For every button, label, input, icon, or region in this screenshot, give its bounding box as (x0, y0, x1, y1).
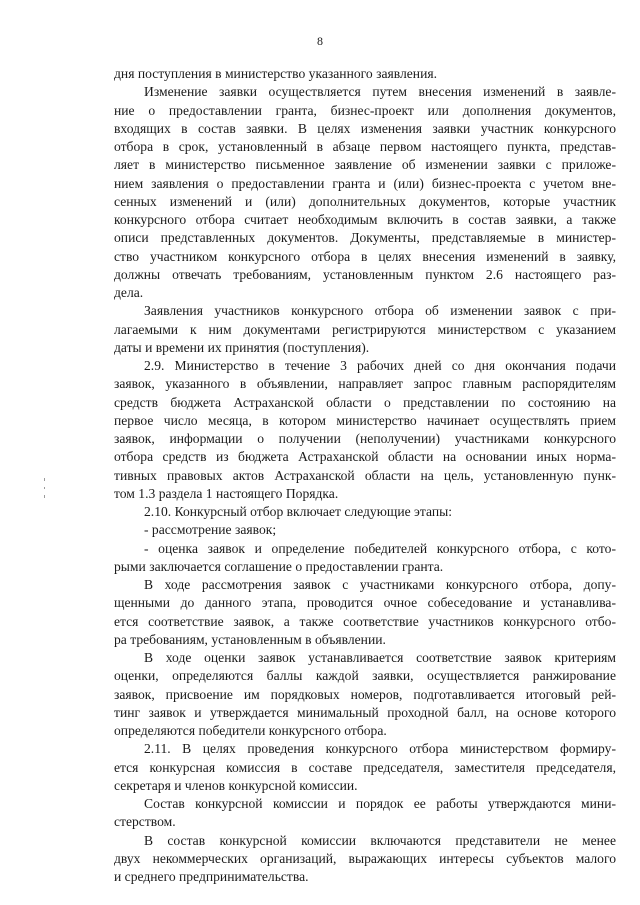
text-line: тивных правовых актов Астраханской области на цель, установленную пунк- (114, 467, 616, 483)
text-line: щенными до данного этапа, проводится очное собеседование и устанавлива- (114, 595, 616, 611)
text-line: входящих в состав заявки. В целях изменения заявки участник конкурсного (114, 120, 616, 136)
text-line: должны отвечать требованиям, установленным пунктом 2.6 настоящего раз- (114, 266, 616, 282)
paragraph (114, 503, 616, 521)
text-line: 2.11. В целях проведения конкурсного отбора министерством формиру- (144, 741, 616, 757)
paragraph (114, 302, 616, 357)
text-line: Состав конкурсной комиссии и порядок ее работы утверждаются мини- (144, 796, 616, 811)
text-line: ляет в министерство письменное заявление об изменении заявки с приложе- (114, 157, 616, 173)
text-line: заявок, указанного в объявлении, направляет запрос главным распорядителям (114, 376, 616, 392)
paragraph (114, 540, 616, 577)
text-line: ется соответствие заявок, а также соответствие участников конкурсного отбо- (114, 613, 616, 629)
paragraph (114, 65, 616, 83)
scan-artifact-mark (44, 487, 45, 489)
paragraph (114, 521, 616, 539)
text-line: Изменение заявки осуществляется путем внесения изменений в заявле- (144, 84, 616, 100)
text-line: тинг заявок и утверждается минимальный проходной балл, на основе которого (114, 704, 616, 720)
paragraph (114, 832, 616, 887)
text-line: В ходе оценки заявок устанавливается соответствие заявок критериям (144, 650, 616, 665)
text-line: отбора средств из бюджета Астраханской области на основании иных норма- (114, 449, 616, 465)
text-line: двух некоммерческих организаций, выражающих интересы субъектов малого (114, 850, 616, 866)
text-line: и среднего предпринимательства. (114, 869, 309, 884)
text-line: ство участником конкурсного отбора в целях внесения изменений в заявку, (114, 248, 616, 264)
text-line: первое число месяца, в котором министерство начинает осуществлять прием (114, 412, 616, 428)
text-line: Заявления участников конкурсного отбора об изменении заявок с при- (144, 303, 616, 319)
text-line: 2.10. Конкурсный отбор включает следующие этапы: (144, 504, 453, 519)
scan-artifact-mark (44, 478, 45, 481)
document-body (114, 65, 616, 886)
text-line: определяются победители конкурсного отбора. (114, 723, 387, 738)
page-number: 8 (317, 34, 323, 48)
text-line: ется конкурсная комиссия в составе председателя, заместителя председателя, (114, 759, 616, 775)
paragraph (114, 357, 616, 503)
text-line: лагаемыми к ним документами регистрируются министерством с указанием (114, 321, 616, 337)
paragraph (114, 576, 616, 649)
text-line: заявок, информации о получении (неполучении) участниками конкурсного (114, 431, 616, 446)
text-line: нием заявления о предоставлении гранта и (или) бизнес-проекта с учетом вне- (114, 175, 616, 191)
paragraph (114, 649, 616, 740)
text-line: даты и времени их принятия (поступления). (114, 339, 370, 355)
text-line: 2.9. Министерство в течение 3 рабочих дней со дня окончания подачи (144, 358, 616, 373)
text-line: секретаря и членов конкурсной комиссии. (114, 777, 358, 793)
text-line: дела. (114, 285, 144, 300)
text-line: стерством. (114, 814, 176, 830)
text-line: - оценка заявок и определение победителей конкурсного отбора, с кото- (144, 540, 616, 556)
paragraph (114, 740, 616, 795)
text-line: ра требованиям, установленным в объявлении. (114, 631, 386, 647)
scan-artifact-mark (44, 495, 45, 498)
paragraph (114, 795, 616, 832)
text-line: конкурсного отбора считает необходимым включить в состав заявки, а также (114, 212, 616, 227)
text-line: - рассмотрение заявок; (144, 522, 277, 538)
text-line: средств бюджета Астраханской области о представлении по состоянию на (114, 394, 616, 410)
text-line: рыми заключается соглашение о предоставлении гранта. (114, 558, 444, 574)
text-line: дня поступления в министерство указанного заявления. (114, 66, 438, 81)
text-line: отбора в срок, установленный в абзаце первом настоящего пункта, представ- (114, 139, 616, 154)
text-line: ние о предоставлении гранта, бизнес-проект или дополнения документов, (114, 102, 616, 118)
paragraph (114, 83, 616, 302)
text-line: заявок, присвоение им порядковых номеров, подготавливается итоговый рей- (114, 686, 616, 702)
text-line: сенных изменений и (или) дополнительных документов, которые участник (114, 193, 616, 209)
text-line: описи представленных документов. Документы, представляемые в министер- (114, 230, 616, 246)
text-line: том 1.3 раздела 1 настоящего Порядка. (114, 485, 339, 501)
text-line: В состав конкурсной комиссии включаются представители не менее (144, 832, 616, 848)
text-line: В ходе рассмотрения заявок с участниками конкурсного отбора, допу- (144, 577, 616, 592)
text-line: оценки, определяются баллы каждой заявки, осуществляется ранжирование (114, 668, 616, 684)
